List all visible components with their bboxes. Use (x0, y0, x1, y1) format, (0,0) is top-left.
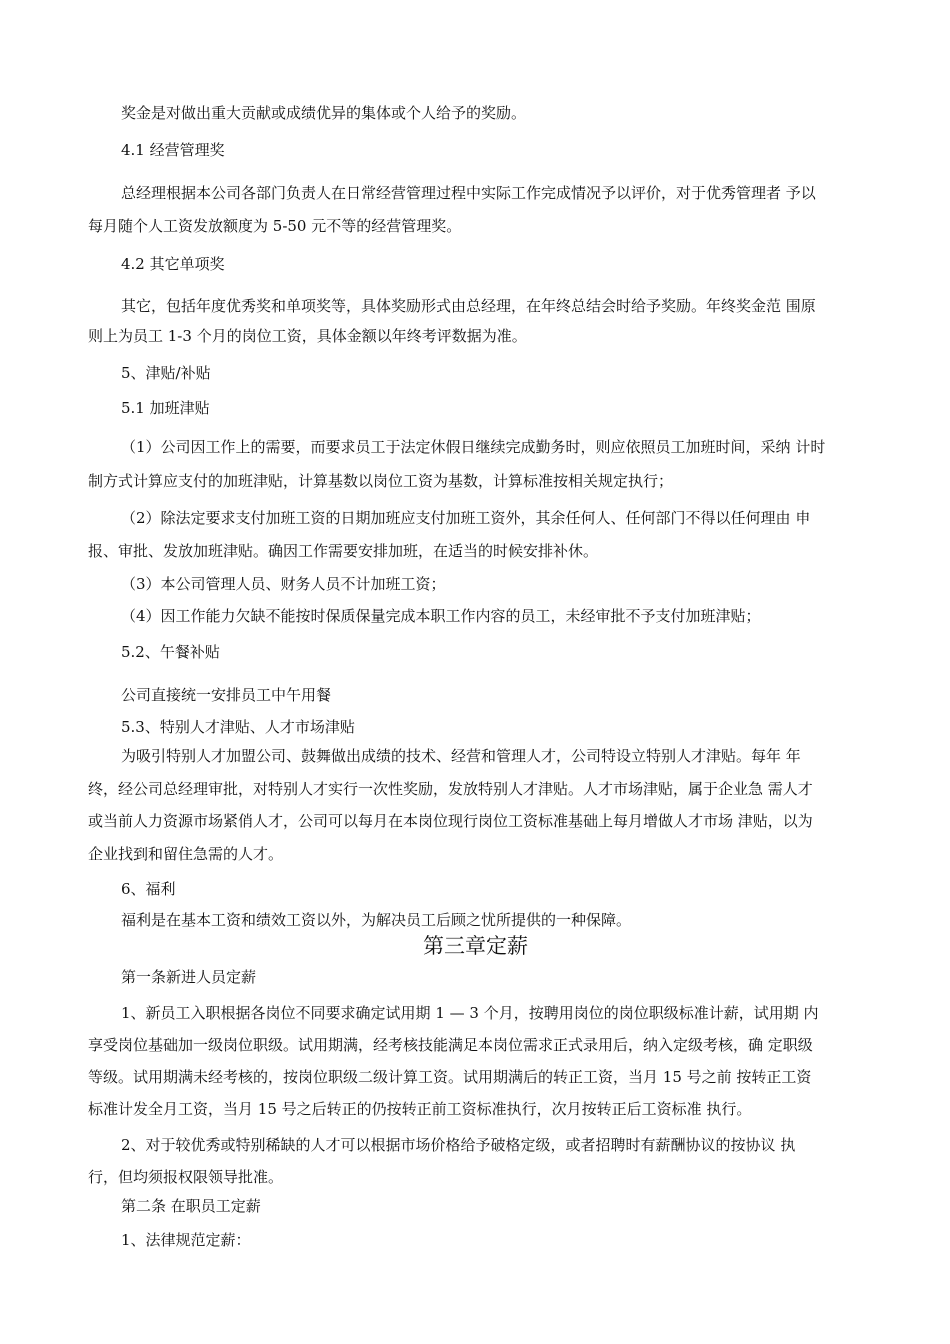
text-line: 或当前人力资源市场紧俏人才，公司可以每月在本岗位现行岗位工资标准基础上每月增做人才市场 津贴，以为 (88, 812, 813, 830)
text-line: （4）因工作能力欠缺不能按时保质保量完成本职工作内容的员工，未经审批不予支付加班津贴； (121, 607, 761, 625)
section-heading: 6、福利 (121, 880, 176, 898)
text-line: 奖金是对做出重大贡献或成绩优异的集体或个人给予的奖励。 (121, 104, 527, 122)
text-line: 标准计发全月工资，当月 15 号之后转正的仍按转正前工资标准执行，次月按转正后工资标准 执行。 (88, 1100, 752, 1118)
section-heading: 5.3、特别人才津贴、人才市场津贴 (121, 718, 355, 736)
text-line: 公司直接统一安排员工中午用餐 (121, 686, 332, 704)
text-line: （2）除法定要求支付加班工资的日期加班应支付加班工资外，其余任何人、任何部门不得以任何理由 申 (121, 509, 811, 527)
text-line: 为吸引特别人才加盟公司、鼓舞做出成绩的技术、经营和管理人才，公司特设立特别人才津贴。每年 年 (121, 747, 801, 765)
text-line: 总经理根据本公司各部门负责人在日常经营管理过程中实际工作完成情况予以评价，对于优秀管理者 予以 (121, 184, 816, 202)
text-line: 1、新员工入职根据各岗位不同要求确定试用期 1 — 3 个月，按聘用岗位的岗位职级标准计薪，试用期 内 (121, 1004, 819, 1022)
text-line: 2、对于较优秀或特别稀缺的人才可以根据市场价格给予破格定级，或者招聘时有薪酬协议的按协议 执 (121, 1136, 796, 1154)
text-line: 企业找到和留住急需的人才。 (88, 845, 284, 863)
chapter-title: 第三章定薪 (423, 934, 528, 958)
section-heading: 4.1 经营管理奖 (121, 141, 225, 159)
section-heading: 5.1 加班津贴 (121, 399, 210, 417)
text-line: 享受岗位基础加一级岗位职级。试用期满，经考核技能满足本岗位需求正式录用后，纳入定级考核，确 定职级 (88, 1036, 813, 1054)
section-heading: 5.2、午餐补贴 (121, 643, 220, 661)
text-line: 行，但均须报权限领导批准。 (88, 1168, 284, 1186)
article-heading: 第一条新进人员定薪 (121, 968, 257, 986)
text-line: 则上为员工 1-3 个月的岗位工资，具体金额以年终考评数据为准。 (88, 327, 527, 345)
article-heading: 第二条 在职员工定薪 (121, 1197, 261, 1215)
text-line: （1）公司因工作上的需要，而要求员工于法定休假日继续完成勤务时，则应依照员工加班时间，采纳 计时 (121, 438, 826, 456)
section-heading: 4.2 其它单项奖 (121, 255, 225, 273)
text-line: 等级。试用期满未经考核的，按岗位职级二级计算工资。试用期满后的转正工资，当月 15 号之前 按转正工资 (88, 1068, 812, 1086)
section-heading: 5、津贴/补贴 (121, 364, 211, 382)
text-line: 制方式计算应支付的加班津贴，计算基数以岗位工资为基数，计算标准按相关规定执行； (88, 472, 674, 490)
text-line: 1、法律规范定薪： (121, 1231, 251, 1249)
text-line: 其它，包括年度优秀奖和单项奖等，具体奖励形式由总经理，在年终总结会时给予奖励。年终奖金范 围原 (121, 297, 816, 315)
text-line: 福利是在基本工资和绩效工资以外，为解决员工后顾之忧所提供的一种保障。 (121, 911, 632, 929)
text-line: 每月随个人工资发放额度为 5-50 元不等的经营管理奖。 (88, 217, 462, 235)
text-line: （3）本公司管理人员、财务人员不计加班工资； (121, 575, 446, 593)
text-line: 报、审批、发放加班津贴。确因工作需要安排加班，在适当的时候安排补休。 (88, 542, 599, 560)
text-line: 终，经公司总经理审批，对特别人才实行一次性奖励，发放特别人才津贴。人才市场津贴，属于企业急 需人才 (88, 780, 813, 798)
